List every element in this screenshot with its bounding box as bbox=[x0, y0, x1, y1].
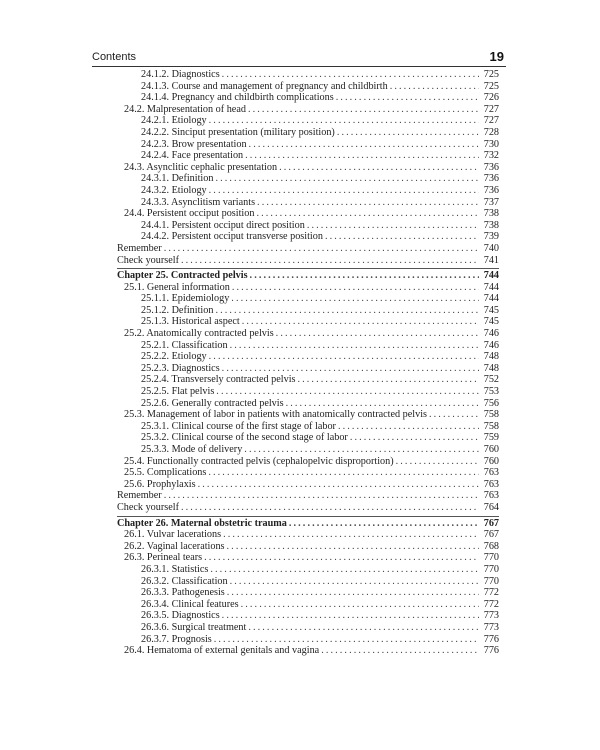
toc-entry-page-number: 744 bbox=[483, 281, 499, 293]
toc-entry bbox=[117, 398, 499, 410]
toc-entry-page-number: 767 bbox=[483, 529, 499, 541]
toc-entry bbox=[117, 564, 499, 576]
toc-entry-page-number: 736 bbox=[483, 184, 499, 196]
toc-entry bbox=[117, 421, 499, 433]
toc-entry-page-number: 746 bbox=[483, 328, 499, 340]
dot-leader bbox=[337, 127, 479, 139]
toc-entry-title: 25.1. General information bbox=[124, 281, 230, 293]
dot-leader bbox=[350, 432, 479, 444]
toc-entry-page-number: 758 bbox=[483, 409, 499, 421]
toc-chapter-heading bbox=[117, 268, 499, 282]
toc-entry-title: 25.2.1. Classification bbox=[141, 339, 228, 351]
toc-entry-page-number: 753 bbox=[483, 386, 499, 398]
toc-entry bbox=[117, 162, 499, 174]
toc-entry-page-number: 732 bbox=[483, 150, 499, 162]
toc-entry-title: 25.3.1. Clinical course of the first stage of labor bbox=[141, 420, 336, 432]
toc-entry-title: 24.2.1. Etiology bbox=[141, 115, 207, 127]
toc-entry-title: 25.2.3. Diagnostics bbox=[141, 362, 220, 374]
dot-leader bbox=[336, 92, 479, 104]
dot-leader bbox=[429, 409, 479, 421]
toc-entry-title: Remember bbox=[117, 242, 162, 254]
toc-entry-page-number: 763 bbox=[483, 490, 499, 502]
dot-leader bbox=[232, 282, 479, 294]
dot-leader bbox=[256, 208, 479, 220]
dot-leader bbox=[164, 490, 479, 502]
dot-leader bbox=[231, 293, 479, 305]
toc-entry bbox=[117, 529, 499, 541]
toc-entry-page-number: 727 bbox=[483, 115, 499, 127]
toc-entry bbox=[117, 92, 499, 104]
toc-entry-title: 25.1.3. Historical aspect bbox=[141, 316, 240, 328]
toc-entry-title: 24.1.4. Pregnancy and childbirth complications bbox=[141, 92, 334, 104]
toc-entry-title: 25.3.3. Mode of delivery bbox=[141, 444, 243, 455]
toc-entry-page-number: 760 bbox=[483, 455, 499, 467]
toc-entry bbox=[117, 328, 499, 340]
toc-entry-title: 25.3. Management of labor in patients with anatomically contracted pelvis bbox=[124, 409, 427, 421]
dot-leader bbox=[297, 374, 479, 386]
dot-leader bbox=[215, 173, 479, 185]
toc-entry-title: Chapter 25. Contracted pelvis bbox=[117, 270, 248, 282]
toc-entry-page-number: 768 bbox=[483, 540, 499, 552]
toc-entry-page-number: 772 bbox=[483, 587, 499, 599]
dot-leader bbox=[215, 305, 479, 317]
toc-entry-title: 25.1.2. Definition bbox=[141, 304, 214, 316]
toc-entry-page-number: 773 bbox=[483, 610, 499, 622]
toc-entry-page-number: 776 bbox=[483, 645, 499, 657]
toc-entry-title: 26.3.2. Classification bbox=[141, 575, 228, 587]
toc-entry bbox=[117, 541, 499, 553]
toc-entry-title: Check yourself bbox=[117, 254, 179, 266]
dot-leader bbox=[230, 340, 479, 352]
toc-entry-page-number: 746 bbox=[483, 339, 499, 351]
toc-entry-page-number: 760 bbox=[483, 444, 499, 455]
toc-entry bbox=[117, 645, 499, 657]
toc-entry-title: 24.3.2. Etiology bbox=[141, 184, 207, 196]
toc-chapter-heading bbox=[117, 516, 499, 530]
dot-leader bbox=[227, 541, 479, 553]
toc-entry-title: 24.4.2. Persistent occiput transverse position bbox=[141, 231, 323, 243]
toc-entry bbox=[117, 316, 499, 328]
running-header-title: Contents bbox=[92, 51, 137, 63]
dot-leader bbox=[164, 243, 479, 255]
dot-leader bbox=[208, 467, 479, 479]
dot-leader bbox=[242, 316, 479, 328]
dot-leader bbox=[250, 270, 479, 282]
toc-entry-title: 26.4. Hematoma of external genitals and vagina bbox=[124, 645, 320, 657]
toc-entry bbox=[117, 127, 499, 139]
toc-entry bbox=[117, 115, 499, 127]
toc-entry-title: 24.2. Malpresentation of head bbox=[124, 103, 246, 115]
toc-entry-page-number: 725 bbox=[483, 80, 499, 92]
toc-entry-title: 24.3.3. Asynclitism variants bbox=[141, 196, 256, 208]
toc-entry-title: 26.3.3. Pathogenesis bbox=[141, 587, 225, 599]
toc-entry-page-number: 770 bbox=[483, 552, 499, 564]
dot-leader bbox=[276, 328, 479, 340]
toc-entry-title: 26.2. Vaginal lacerations bbox=[124, 540, 225, 552]
toc-entry bbox=[117, 104, 499, 116]
toc-entry bbox=[117, 587, 499, 599]
toc-entry-title: 25.2.2. Etiology bbox=[141, 351, 207, 363]
dot-leader bbox=[390, 81, 479, 93]
toc-entry-title: Check yourself bbox=[117, 501, 179, 513]
toc-entry-page-number: 767 bbox=[483, 517, 499, 529]
toc-entry bbox=[117, 456, 499, 468]
toc-entry-title: Remember bbox=[117, 490, 162, 502]
dot-leader bbox=[279, 162, 479, 174]
toc-entry-title: 24.2.4. Face presentation bbox=[141, 150, 244, 162]
toc-entry-title: 25.2. Anatomically contracted pelvis bbox=[124, 328, 274, 340]
dot-leader bbox=[244, 444, 479, 456]
dot-leader bbox=[289, 518, 479, 530]
toc-entry bbox=[117, 467, 499, 479]
toc-entry bbox=[117, 139, 499, 151]
dot-leader bbox=[222, 363, 479, 375]
toc-entry bbox=[117, 208, 499, 220]
dot-leader bbox=[216, 386, 479, 398]
toc-entry-page-number: 758 bbox=[483, 420, 499, 432]
toc-entry-title: 25.2.6. Generally contracted pelvis bbox=[141, 397, 284, 409]
dot-leader bbox=[249, 139, 479, 151]
toc-entry-title: 26.1. Vulvar lacerations bbox=[124, 529, 222, 541]
dot-leader bbox=[214, 634, 479, 646]
toc-entry-page-number: 744 bbox=[483, 293, 499, 305]
dot-leader bbox=[396, 456, 479, 468]
dot-leader bbox=[245, 150, 479, 162]
toc-entry-title: 26.3. Perineal tears bbox=[124, 552, 203, 564]
toc-entry-title: 24.2.2. Sinciput presentation (military position) bbox=[141, 126, 335, 138]
toc-entry bbox=[117, 197, 499, 209]
toc-entry-page-number: 740 bbox=[483, 242, 499, 254]
toc-entry-page-number: 736 bbox=[483, 161, 499, 173]
toc-entry bbox=[117, 444, 499, 456]
toc-entry bbox=[117, 351, 499, 363]
dot-leader bbox=[230, 576, 479, 588]
toc-entry bbox=[117, 81, 499, 93]
toc-entry-title: 25.4. Functionally contracted pelvis (cephalopelvic disproportion) bbox=[124, 455, 394, 467]
toc-entry-page-number: 744 bbox=[483, 270, 499, 282]
table-of-contents bbox=[117, 69, 499, 657]
toc-entry bbox=[117, 502, 499, 514]
toc-entry bbox=[117, 173, 499, 185]
toc-entry-page-number: 728 bbox=[483, 126, 499, 138]
dot-leader bbox=[209, 115, 479, 127]
toc-entry-page-number: 738 bbox=[483, 208, 499, 220]
toc-entry bbox=[117, 185, 499, 197]
dot-leader bbox=[248, 104, 479, 116]
toc-entry bbox=[117, 599, 499, 611]
toc-entry-page-number: 752 bbox=[483, 374, 499, 386]
dot-leader bbox=[222, 69, 479, 81]
dot-leader bbox=[198, 479, 479, 491]
dot-leader bbox=[181, 502, 479, 514]
toc-entry-page-number: 764 bbox=[483, 501, 499, 513]
dot-leader bbox=[210, 564, 479, 576]
toc-entry-page-number: 745 bbox=[483, 316, 499, 328]
dot-leader bbox=[223, 529, 479, 541]
toc-entry bbox=[117, 374, 499, 386]
dot-leader bbox=[181, 255, 479, 267]
toc-entry-page-number: 748 bbox=[483, 362, 499, 374]
toc-entry bbox=[117, 363, 499, 375]
dot-leader bbox=[338, 421, 479, 433]
toc-entry-page-number: 763 bbox=[483, 467, 499, 479]
toc-entry-title: 26.3.5. Diagnostics bbox=[141, 610, 220, 622]
dot-leader bbox=[248, 622, 479, 634]
toc-entry-title: 26.3.6. Surgical treatment bbox=[141, 621, 247, 633]
toc-entry-page-number: 759 bbox=[483, 432, 499, 444]
toc-entry bbox=[117, 293, 499, 305]
toc-entry-page-number: 770 bbox=[483, 563, 499, 575]
dot-leader bbox=[222, 610, 479, 622]
toc-entry-page-number: 727 bbox=[483, 103, 499, 115]
toc-entry-title: 26.3.4. Clinical features bbox=[141, 598, 239, 610]
toc-entry-title: 26.3.7. Prognosis bbox=[141, 633, 212, 645]
toc-entry-title: 25.2.4. Transversely contracted pelvis bbox=[141, 374, 296, 386]
toc-entry-page-number: 772 bbox=[483, 598, 499, 610]
toc-entry-title: 24.3. Asynclitic cephalic presentation bbox=[124, 161, 278, 173]
toc-entry-title: 24.1.3. Course and management of pregnancy and childbirth bbox=[141, 80, 388, 92]
dot-leader bbox=[286, 398, 479, 410]
toc-entry-title: 24.1.2. Diagnostics bbox=[141, 69, 220, 80]
toc-entry bbox=[117, 622, 499, 634]
dot-leader bbox=[204, 552, 479, 564]
toc-entry bbox=[117, 255, 499, 267]
toc-entry bbox=[117, 282, 499, 294]
toc-entry bbox=[117, 340, 499, 352]
dot-leader bbox=[209, 185, 479, 197]
dot-leader bbox=[257, 197, 479, 209]
toc-entry-title: 25.1.1. Epidemiology bbox=[141, 293, 230, 305]
toc-entry bbox=[117, 220, 499, 232]
toc-entry-page-number: 763 bbox=[483, 478, 499, 490]
toc-entry bbox=[117, 409, 499, 421]
toc-entry bbox=[117, 150, 499, 162]
dot-leader bbox=[209, 351, 479, 363]
toc-entry bbox=[117, 479, 499, 491]
toc-entry-title: Chapter 26. Maternal obstetric trauma bbox=[117, 517, 287, 529]
toc-entry-title: 25.2.5. Flat pelvis bbox=[141, 386, 215, 398]
dot-leader bbox=[325, 231, 479, 243]
toc-entry-page-number: 736 bbox=[483, 173, 499, 185]
toc-entry bbox=[117, 231, 499, 243]
toc-entry-page-number: 730 bbox=[483, 138, 499, 150]
toc-entry-page-number: 745 bbox=[483, 304, 499, 316]
dot-leader bbox=[321, 645, 479, 657]
toc-entry-page-number: 748 bbox=[483, 351, 499, 363]
toc-entry bbox=[117, 610, 499, 622]
toc-entry bbox=[117, 243, 499, 255]
toc-entry-page-number: 726 bbox=[483, 92, 499, 104]
toc-entry-page-number: 741 bbox=[483, 254, 499, 266]
toc-entry bbox=[117, 576, 499, 588]
toc-entry-page-number: 756 bbox=[483, 397, 499, 409]
toc-entry-title: 25.3.2. Clinical course of the second stage of labor bbox=[141, 432, 348, 444]
toc-entry bbox=[117, 305, 499, 317]
toc-entry bbox=[117, 634, 499, 646]
toc-entry bbox=[117, 552, 499, 564]
toc-entry bbox=[117, 490, 499, 502]
toc-entry-title: 25.5. Complications bbox=[124, 467, 207, 479]
toc-entry-page-number: 770 bbox=[483, 575, 499, 587]
toc-entry-title: 24.3.1. Definition bbox=[141, 173, 214, 185]
running-header bbox=[92, 48, 506, 67]
toc-entry-page-number: 776 bbox=[483, 633, 499, 645]
toc-entry-title: 24.2.3. Brow presentation bbox=[141, 138, 247, 150]
toc-entry-page-number: 739 bbox=[483, 231, 499, 243]
toc-entry-title: 24.4.1. Persistent occiput direct position bbox=[141, 219, 305, 231]
toc-entry-page-number: 725 bbox=[483, 69, 499, 80]
toc-entry bbox=[117, 432, 499, 444]
toc-entry-title: 26.3.1. Statistics bbox=[141, 563, 209, 575]
dot-leader bbox=[307, 220, 479, 232]
toc-entry bbox=[117, 386, 499, 398]
page-number: 19 bbox=[489, 49, 504, 64]
toc-entry-title: 24.4. Persistent occiput position bbox=[124, 208, 255, 220]
toc-entry bbox=[117, 69, 499, 81]
dot-leader bbox=[227, 587, 479, 599]
toc-entry-page-number: 737 bbox=[483, 196, 499, 208]
toc-entry-page-number: 738 bbox=[483, 219, 499, 231]
dot-leader bbox=[241, 599, 479, 611]
toc-entry-page-number: 773 bbox=[483, 621, 499, 633]
toc-entry-title: 25.6. Prophylaxis bbox=[124, 478, 196, 490]
